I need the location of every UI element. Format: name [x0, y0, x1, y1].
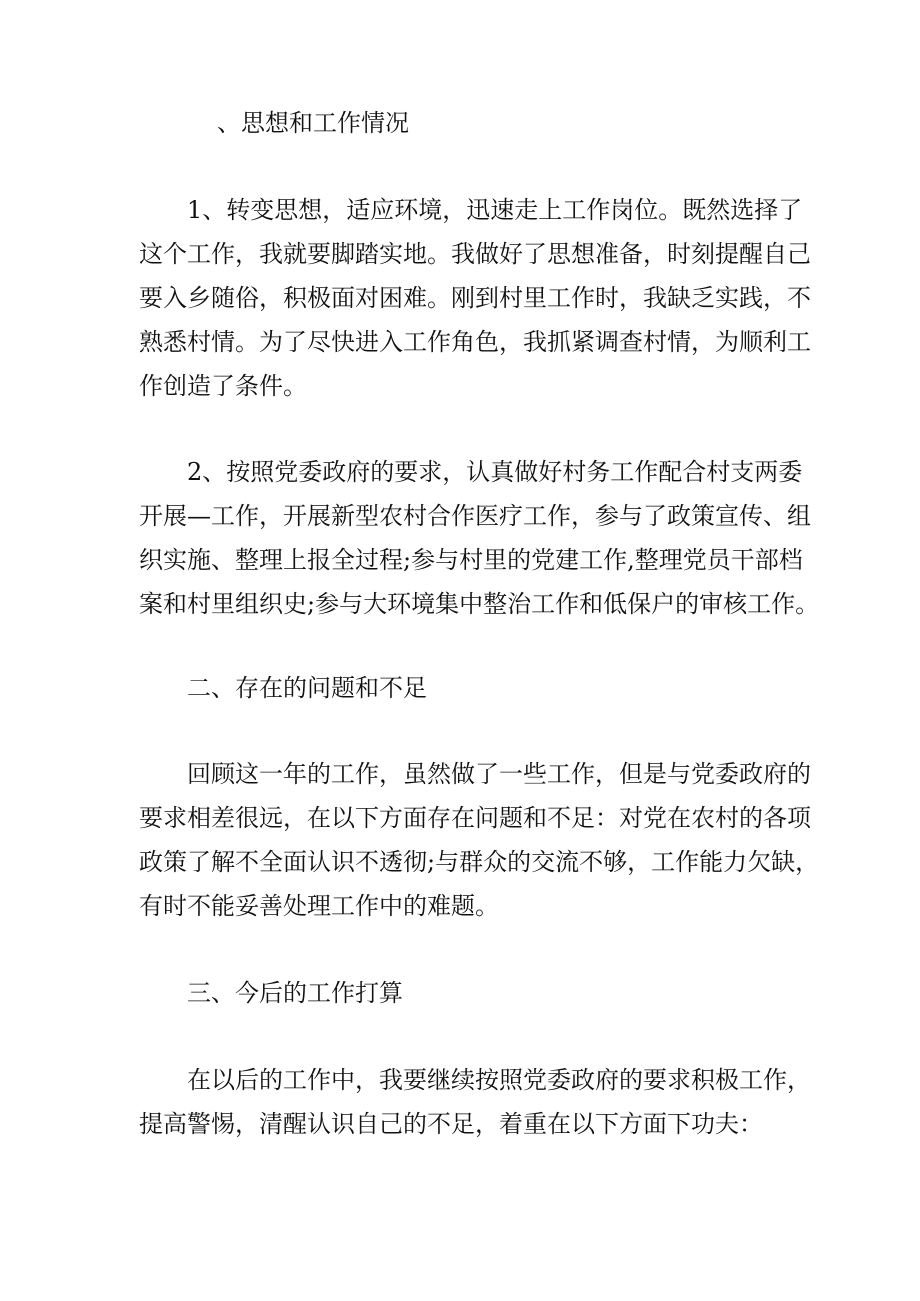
paragraph-line: 有时不能妥善处理工作中的难题。	[139, 892, 499, 920]
paragraph-line: 作创造了条件。	[139, 372, 307, 400]
paragraph-line: 2、按照党委政府的要求，认真做好村务工作配合村支两委	[187, 458, 803, 486]
paragraph-line: 提高警惕，清醒认识自己的不足，着重在以下方面下功夫：	[139, 1110, 763, 1138]
paragraph-line: 织实施、整理上报全过程;参与村里的党建工作,整理党员干部档	[139, 546, 803, 574]
paragraph-3	[139, 752, 820, 928]
paragraph-line: 在以后的工作中，我要继续按照党委政府的要求积极工作，	[187, 1066, 811, 1094]
paragraph-line: 要求相差很远，在以下方面存在问题和不足：对党在农村的各项	[139, 804, 811, 832]
section-heading-2: 二、存在的问题和不足	[187, 674, 427, 702]
paragraph-1	[139, 188, 811, 408]
section-heading-3: 三、今后的工作打算	[187, 979, 403, 1007]
paragraph-line: 1、转变思想，适应环境，迅速走上工作岗位。既然选择了	[187, 196, 803, 224]
paragraph-line: 开展—工作，开展新型农村合作医疗工作，参与了政策宣传、组	[139, 502, 811, 530]
section-heading-1: 、思想和工作情况	[217, 109, 409, 137]
paragraph-line: 回顾这一年的工作，虽然做了一些工作，但是与党委政府的	[187, 760, 811, 788]
paragraph-line: 这个工作，我就要脚踏实地。我做好了思想准备，时刻提醒自己	[139, 240, 811, 268]
paragraph-2	[139, 450, 820, 626]
paragraph-4	[139, 1058, 811, 1146]
paragraph-line: 熟悉村情。为了尽快进入工作角色，我抓紧调查村情，为顺利工	[139, 328, 811, 356]
paragraph-line: 要入乡随俗，积极面对困难。刚到村里工作时，我缺乏实践，不	[139, 284, 811, 312]
paragraph-line: 政策了解不全面认识不透彻;与群众的交流不够，工作能力欠缺，	[139, 848, 820, 876]
paragraph-line: 案和村里组织史;参与大环境集中整治工作和低保户的审核工作。	[139, 590, 820, 618]
